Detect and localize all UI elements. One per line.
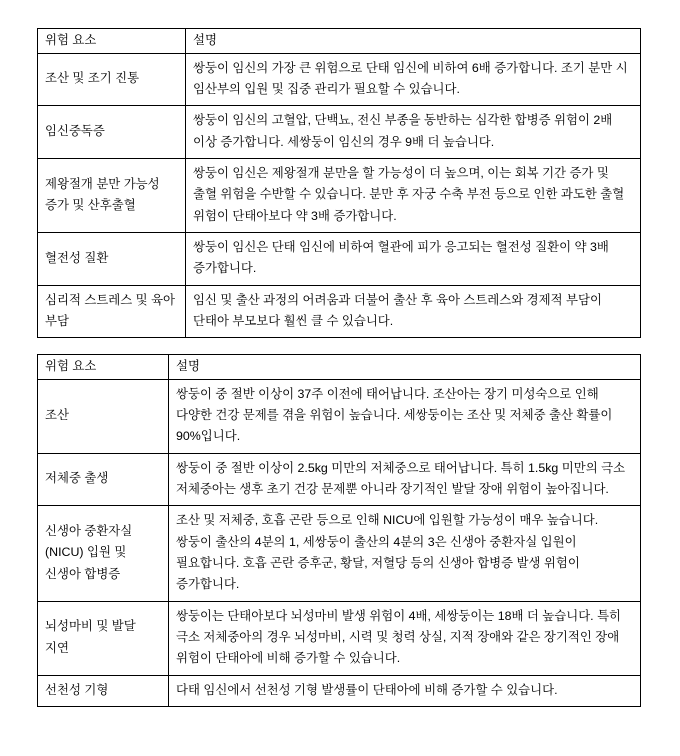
risk-factor-cell: 제왕절개 분만 가능성 증가 및 산후출혈 — [38, 158, 186, 232]
risk-description-cell: 쌍둥이 임신의 고혈압, 단백뇨, 전신 부종을 동반하는 심각한 합병증 위험이 2배 이상 증가합니다. 세쌍둥이 임신의 경우 9배 더 높습니다. — [186, 106, 641, 159]
risk-factor-cell: 임신중독증 — [38, 106, 186, 159]
risk-description-cell: 쌍둥이는 단태아보다 뇌성마비 발생 위험이 4배, 세쌍둥이는 18배 더 높습니다. 특히 극소 저체중아의 경우 뇌성마비, 시력 및 청력 상실, 지적 장애와 같은 장기적인 장애 위험이 단태아에 비해 증가할 수 있습니다. — [169, 601, 641, 675]
risk-factor-cell: 신생아 중환자실 (NICU) 입원 및 신생아 합병증 — [38, 506, 169, 601]
table-row — [38, 453, 641, 506]
risk-factor-cell: 조산 및 조기 진통 — [38, 53, 186, 106]
table-row — [38, 285, 641, 338]
table-body — [38, 53, 641, 338]
table-row — [38, 53, 641, 106]
risk-factor-cell: 조산 — [38, 379, 169, 453]
table-row — [38, 675, 641, 706]
risk-description-cell: 쌍둥이 임신의 가장 큰 위험으로 단태 임신에 비하여 6배 증가합니다. 조기 분만 시 임산부의 입원 및 집중 관리가 필요할 수 있습니다. — [186, 53, 641, 106]
maternal-risks-table — [37, 28, 641, 338]
table-header — [38, 355, 641, 380]
table-row — [38, 506, 641, 601]
table-separator — [37, 338, 640, 354]
risk-description-cell: 조산 및 저체중, 호흡 곤란 등으로 인해 NICU에 입원할 가능성이 매우 높습니다. 쌍둥이 출산의 4분의 1, 세쌍둥이 출산의 4분의 3은 신생아 중환자실 입원이 필요합니다. 호흡 곤란 증후군, 황달, 저혈당 등의 신생아 합병증 발생 위험이 증가합니다. — [169, 506, 641, 601]
column-header-description: 설명 — [186, 29, 641, 54]
table-header-row — [38, 29, 641, 54]
column-header-description: 설명 — [169, 355, 641, 380]
risk-description-cell: 쌍둥이 임신은 제왕절개 분만을 할 가능성이 더 높으며, 이는 회복 기간 증가 및 출혈 위험을 수반할 수 있습니다. 분만 후 자궁 수축 부전 등으로 인한 과도한 출혈 위험이 단태아보다 약 3배 증가합니다. — [186, 158, 641, 232]
table-row — [38, 232, 641, 285]
table-header — [38, 29, 641, 54]
risk-factor-cell: 혈전성 질환 — [38, 232, 186, 285]
risk-factor-cell: 선천성 기형 — [38, 675, 169, 706]
risk-description-cell: 쌍둥이 중 절반 이상이 37주 이전에 태어납니다. 조산아는 장기 미성숙으로 인해 다양한 건강 문제를 겪을 위험이 높습니다. 세쌍둥이는 조산 및 저체중 출산 확률이 90%입니다. — [169, 379, 641, 453]
risk-factor-cell: 뇌성마비 및 발달 지연 — [38, 601, 169, 675]
table-row — [38, 601, 641, 675]
column-header-factor: 위험 요소 — [38, 355, 169, 380]
table-row — [38, 158, 641, 232]
risk-description-cell: 다태 임신에서 선천성 기형 발생률이 단태아에 비해 증가할 수 있습니다. — [169, 675, 641, 706]
risk-factor-cell: 저체중 출생 — [38, 453, 169, 506]
table-body — [38, 379, 641, 706]
table-row — [38, 379, 641, 453]
risk-description-cell: 쌍둥이 중 절반 이상이 2.5kg 미만의 저체중으로 태어납니다. 특히 1.5kg 미만의 극소 저체중아는 생후 초기 건강 문제뿐 아니라 장기적인 발달 장애 위험이 높아집니다. — [169, 453, 641, 506]
table-row — [38, 106, 641, 159]
table-header-row — [38, 355, 641, 380]
neonatal-risks-table — [37, 354, 641, 707]
column-header-factor: 위험 요소 — [38, 29, 186, 54]
risk-description-cell: 쌍둥이 임신은 단태 임신에 비하여 혈관에 피가 응고되는 혈전성 질환이 약 3배 증가합니다. — [186, 232, 641, 285]
risk-factor-cell: 심리적 스트레스 및 육아 부담 — [38, 285, 186, 338]
risk-description-cell: 임신 및 출산 과정의 어려움과 더불어 출산 후 육아 스트레스와 경제적 부담이 단태아 부모보다 훨씬 클 수 있습니다. — [186, 285, 641, 338]
